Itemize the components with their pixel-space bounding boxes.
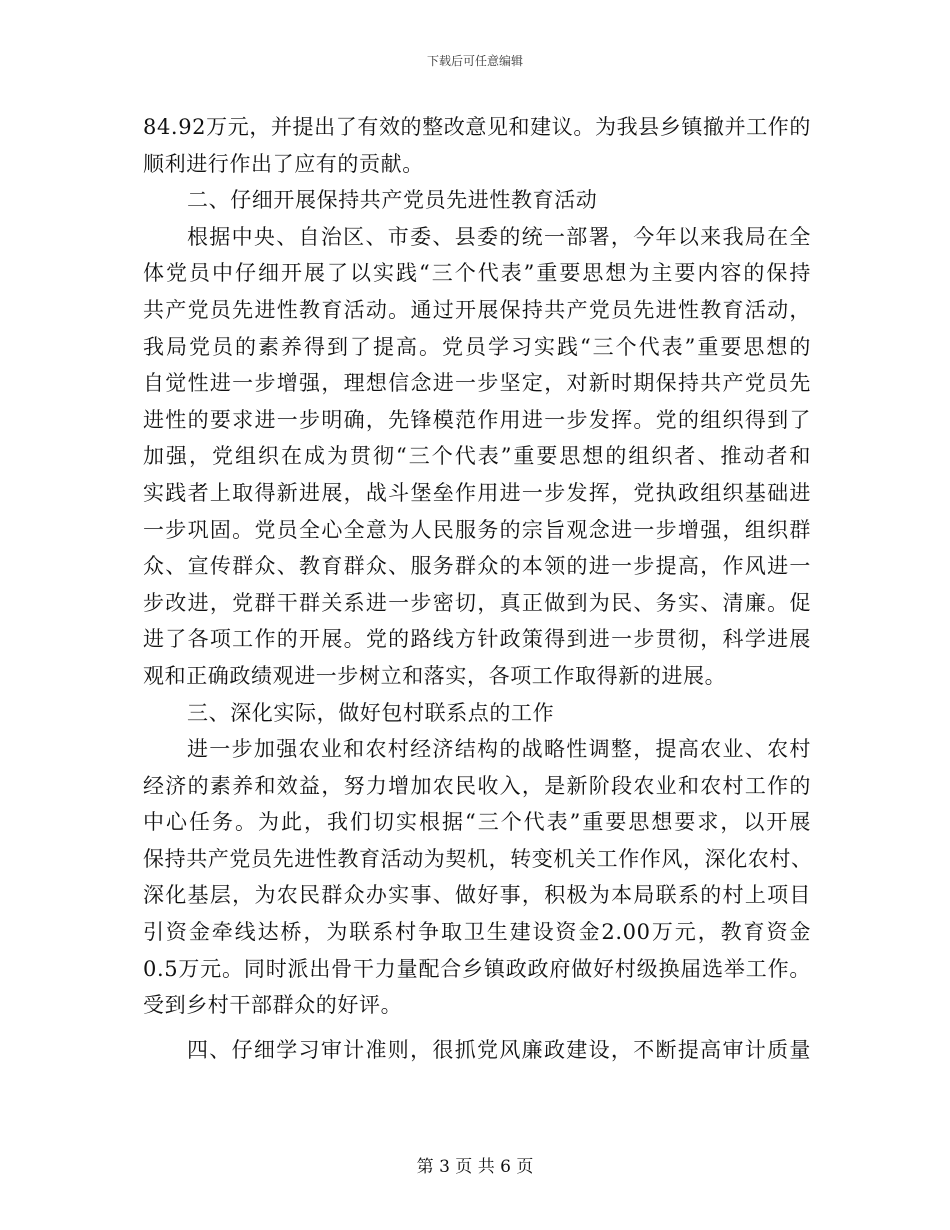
paragraph-line: 一步巩固。党员全心全意为人民服务的宗旨观念进一步增强，组织群: [143, 517, 811, 542]
page-header: 下载后可任意编辑: [426, 54, 523, 68]
paragraph-line: 中心任务。为此，我们切实根据“三个代表”重要思想要求，以开展: [143, 810, 811, 835]
paragraph-line: 引资金牵线达桥，为联系村争取卫生建设资金2.00万元，教育资金: [143, 920, 811, 945]
paragraph-line: 顺利进行作出了应有的贡献。: [143, 151, 424, 176]
paragraph-line: 深化基层，为农民群众办实事、做好事，积极为本局联系的村上项目: [143, 883, 811, 908]
paragraph-line: 进了各项工作的开展。党的路线方针政策得到进一步贯彻，科学进展: [143, 627, 811, 652]
page-footer: 第 3 页 共 6 页: [416, 1157, 534, 1177]
paragraph-line: 加强，党组织在成为贯彻“三个代表”重要思想的组织者、推动者和: [143, 444, 811, 469]
paragraph-line: 根据中央、自治区、市委、县委的统一部署，今年以来我局在全: [187, 224, 811, 249]
paragraph-line: 受到乡村干部群众的好评。: [143, 993, 403, 1018]
paragraph-line: 保持共产党员先进性教育活动为契机，转变机关工作作风，深化农村、: [143, 846, 813, 871]
paragraph-line: 自觉性进一步增强，理想信念进一步坚定，对新时期保持共产党员先: [143, 371, 811, 396]
paragraph-line: 实践者上取得新进展，战斗堡垒作用进一步发挥，党执政组织基础进: [143, 480, 811, 505]
paragraph-line: 观和正确政绩观进一步树立和落实，各项工作取得新的进展。: [143, 663, 727, 688]
section-heading: 四、仔细学习审计准则，很抓党风廉政建设，不断提高审计质量: [187, 1037, 811, 1062]
paragraph-line: 84.92万元，并提出了有效的整改意见和建议。为我县乡镇撤并工作的: [143, 115, 811, 139]
paragraph-line: 进性的要求进一步明确，先锋模范作用进一步发挥。党的组织得到了: [143, 407, 811, 432]
paragraph-line: 0.5万元。同时派出骨干力量配合乡镇政政府做好村级换届选举工作。: [143, 956, 811, 981]
paragraph-line: 我局党员的素养得到了提高。党员学习实践“三个代表”重要思想的: [143, 334, 811, 359]
section-heading: 二、仔细开展保持共产党员先进性教育活动: [187, 188, 598, 213]
section-heading: 三、深化实际，做好包村联系点的工作: [187, 700, 555, 725]
paragraph-line: 众、宣传群众、教育群众、服务群众的本领的进一步提高，作风进一: [143, 554, 811, 579]
document-body: [143, 109, 811, 1068]
paragraph-line: 共产党员先进性教育活动。通过开展保持共产党员先进性教育活动，: [143, 297, 811, 322]
paragraph-line: 体党员中仔细开展了以实践“三个代表”重要思想为主要内容的保持: [143, 261, 811, 286]
paragraph-line: 经济的素养和效益，努力增加农民收入，是新阶段农业和农村工作的: [143, 773, 811, 798]
paragraph-line: 进一步加强农业和农村经济结构的战略性调整，提高农业、农村: [187, 737, 811, 762]
paragraph-line: 步改进，党群干群关系进一步密切，真正做到为民、务实、清廉。促: [143, 590, 811, 615]
